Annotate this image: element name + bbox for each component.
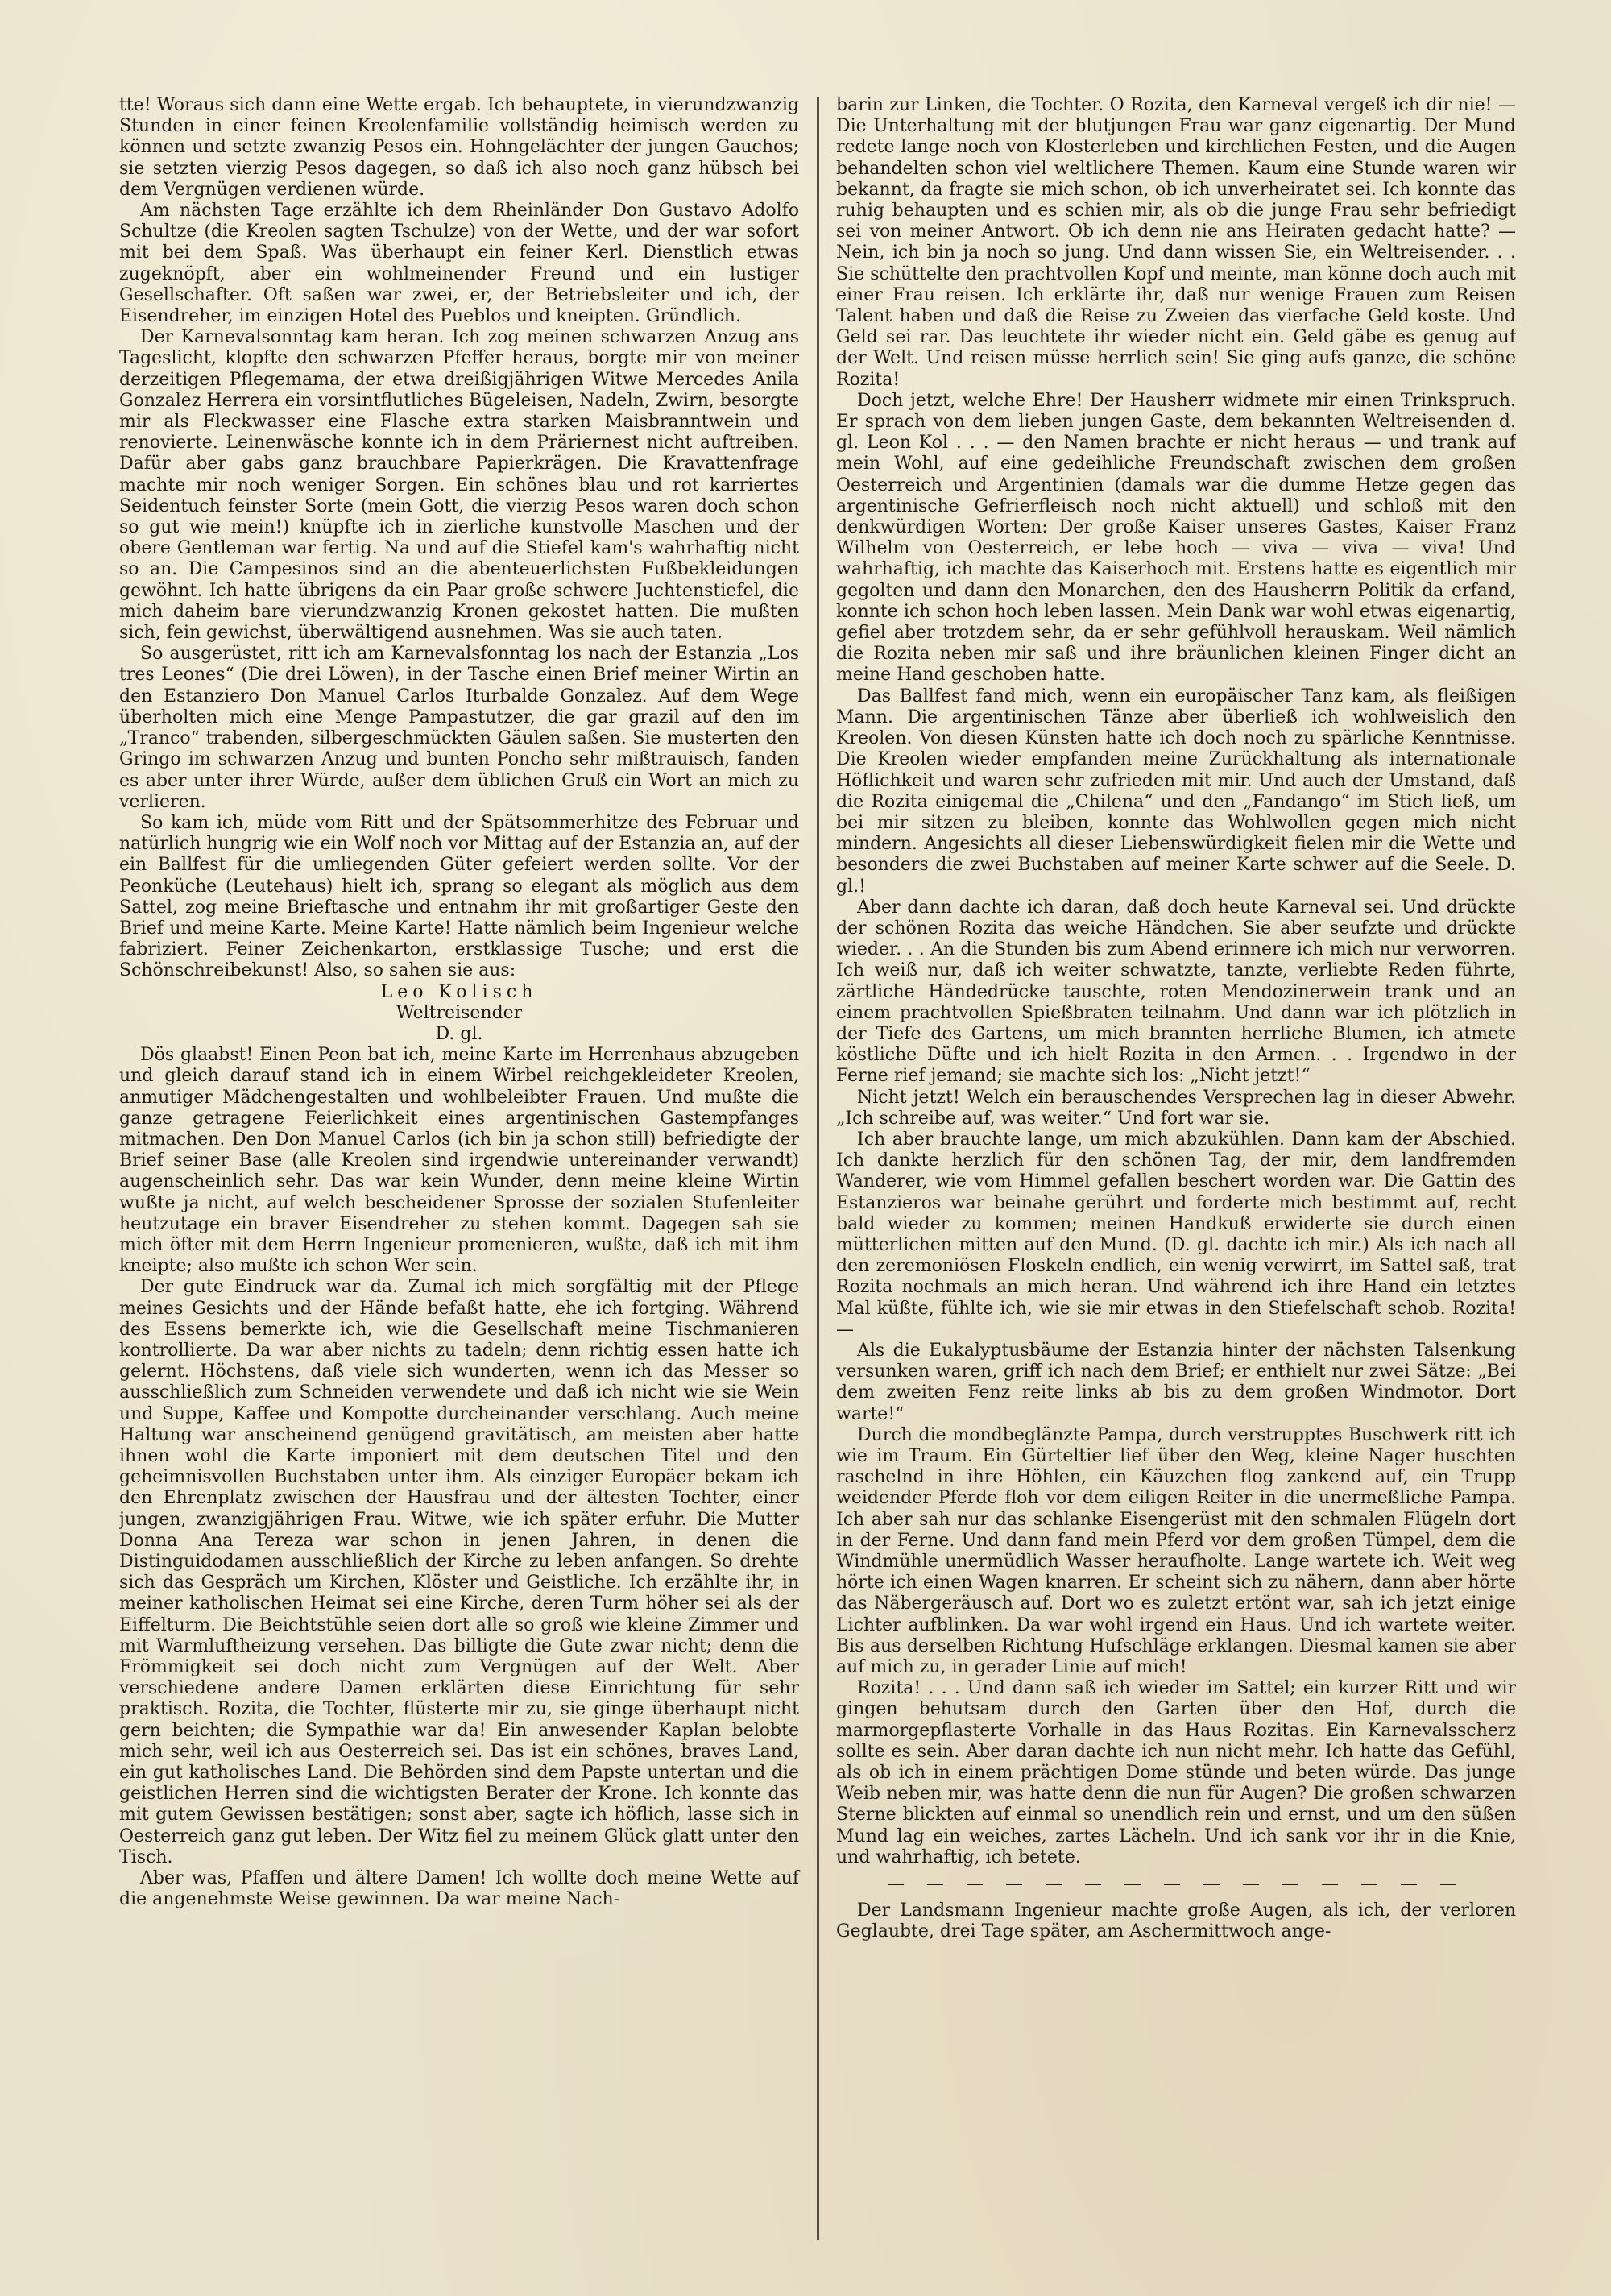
paragraph: Das Ballfest fand mich, wenn ein europäischer Tanz kam, als fleißigen Mann. Die argentinischen Tänze aber überließ ich wohlweislich den Kreolen. Von diesen Künsten hatte ich doch noch zu spärliche Kenntnisse. Die Kreolen wieder empfanden meine Zurückhaltung als internationale Höflichkeit und waren sehr zufrieden mit mir. Und auch der Umstand, daß die Rozita einigemal die „Chilena“ und den „Fandango“ im Stich ließ, um bei mir sitzen zu bleiben, konnte das Wohlwollen gegen mich nicht mindern. Angesichts all dieser Liebenswürdigkeit fielen mir die Wette und besonders die zwei Buchstaben auf meiner Karte schwer auf die Seele. D. gl.!: [836, 686, 1516, 897]
paragraph: Ich aber brauchte lange, um mich abzukühlen. Dann kam der Abschied. Ich dankte herzlich für den schönen Tag, der mir, dem landfremden Wanderer, wie vom Himmel gefallen beschert worden war. Die Gattin des Estanzieros war beinahe gerührt und forderte mich bestimmt auf, recht bald wieder zu kommen; meinen Handkuß erwiderte sie durch einen mütterlichen mitten auf den Mund. (D. gl. dachte ich mir.) Als ich nach all den zeremoniösen Floskeln endlich, ein wenig verwirrt, im Sattel saß, trat Rozita nochmals an mich heran. Und während ich ihre Hand ein letztes Mal küßte, fühlte ich, wie sie mir etwas in den Stiefelschaft schob. Rozita! —: [836, 1129, 1516, 1340]
paragraph: Nicht jetzt! Welch ein berauschendes Versprechen lag in dieser Abwehr. „Ich schreibe auf, was weiter.“ Und fort war sie.: [836, 1087, 1516, 1129]
article-columns: [119, 95, 1516, 2248]
paragraph: Als die Eukalyptusbäume der Estanzia hinter der nächsten Talsenkung versunken waren, griff ich nach dem Brief; er enthielt nur zwei Sätze: „Bei dem zweiten Fenz reite links ab bis zu dem großen Windmotor. Dort warte!“: [836, 1340, 1516, 1424]
paragraph: Der Karnevalsonntag kam heran. Ich zog meinen schwarzen Anzug ans Tageslicht, klopfte den schwarzen Pfeffer heraus, borgte mir von meiner derzeitigen Pflegemama, der etwa dreißigjährigen Witwe Mercedes Anila Gonzalez Herrera ein vorsintflutliches Bügeleisen, Nadeln, Zwirn, besorgte mir als Fleckwasser eine Flasche extra starken Maisbranntwein und renovierte. Leinenwäsche konnte ich in dem Präriernest nicht auftreiben. Dafür aber gabs ganz brauchbare Papierkrägen. Die Kravattenfrage machte mir noch weniger Sorgen. Ein schönes blau und rot karriertes Seidentuch feinster Sorte (mein Gott, die vierzig Pesos waren doch schon so gut wie mein!) knüpfte ich in zierliche kunstvolle Maschen und der obere Gentleman war fertig. Na und auf die Stiefel kam's wahrhaftig nicht so an. Die Campesinos sind an die abenteuerlichsten Fußbekleidungen gewöhnt. Ich hatte übrigens da ein Paar große schwere Juchtenstiefel, die mich daheim bare vierundzwanzig Kronen gekostet hatten. Die mußten sich, fein gewichst, überwältigend ausnehmen. Was sie auch taten.: [119, 327, 799, 644]
paragraph: Doch jetzt, welche Ehre! Der Hausherr widmete mir einen Trinkspruch. Er sprach von dem lieben jungen Gaste, dem bekannten Weltreisenden d. gl. Leon Kol . . . — den Namen brachte er nicht heraus — und trank auf mein Wohl, auf eine gedeihliche Freundschaft zwischen dem großen Oesterreich und Argentinien (damals war die dumme Hetze gegen das argentinische Gefrierfleisch noch nicht aktuell) und schloß mit den denkwürdigen Worten: Der große Kaiser unseres Gastes, Kaiser Franz Wilhelm von Oesterreich, er lebe hoch — viva — viva — viva! Und wahrhaftig, ich machte das Kaiserhoch mit. Erstens hatte es eigentlich mir gegolten und dann den Monarchen, den des Hausherrn Politik da erfand, konnte ich schon hoch leben lassen. Mein Dank war wohl etwas eigenartig, gefiel aber trotzdem sehr, da er sehr gefühlvoll herauskam. Weil nämlich die Rozita neben mir saß und ihre bräunlichen kleinen Finger dicht an meine Hand geschoben hatte.: [836, 390, 1516, 686]
left-column: [119, 95, 802, 2248]
paragraph: So ausgerüstet, ritt ich am Karnevalsfonntag los nach der Estanzia „Los tres Leones“ (Die drei Löwen), in der Tasche einen Brief meiner Wirtin an den Estanziero Don Manuel Carlos Iturbalde Gonzalez. Auf dem Wege überholten mich eine Menge Pampastutzer, die gar grazil auf den im „Tranco“ trabenden, silbergeschmückten Gäulen saßen. Sie musterten den Gringo im schwarzen Anzug und bunten Poncho sehr mißtrauisch, fanden es aber unter ihrer Würde, außer dem üblichen Gruß ein Wort an mich zu verlieren.: [119, 644, 799, 812]
paragraph: Am nächsten Tage erzählte ich dem Rheinländer Don Gustavo Adolfo Schultze (die Kreolen sagten Tschulze) von der Wette, und der war sofort mit bei dem Spaß. Was überhaupt ein feiner Kerl. Dienstlich etwas zugeknöpft, aber ein wohlmeinender Freund und ein lustiger Gesellschafter. Oft saßen war zwei, er, der Betriebsleiter und ich, der Eisendreher, im einzigen Hotel des Pueblos und kneipten. Gründlich.: [119, 201, 799, 327]
card-name: Leo Kolisch: [380, 981, 538, 1002]
paragraph: Dös glaabst! Einen Peon bat ich, meine Karte im Herrenhaus abzugeben und gleich darauf stand ich in einem Wirbel reichgekleideter Kreolen, anmutiger Mädchengestalten und wohlbeleibter Frauen. Und mußte die ganze getragene Feierlichkeit eines argentinischen Gastempfanges mitmachen. Den Don Manuel Carlos (ich bin ja schon still) befriedigte der Brief seiner Base (alle Kreolen sind irgendwie untereinander verwandt) augenscheinlich sehr. Das war kein Wunder, denn meine kleine Wirtin wußte ja nicht, auf welch bescheidener Sprosse der sozialen Stufenleiter heutzutage ein braver Eisendreher zu stehen kommt. Dagegen sah sie mich öfter mit dem Herrn Ingenieur promenieren, wußte, daß ich mit ihm kneipte; also mußte ich schon Wer sein.: [119, 1045, 799, 1277]
right-column: [833, 95, 1516, 2248]
visiting-card: [119, 982, 799, 1046]
paragraph: Aber was, Pfaffen und ältere Damen! Ich wollte doch meine Wette auf die angenehmste Weise gewinnen. Da war meine Nach-: [119, 1868, 799, 1910]
card-title: Weltreisender: [396, 1002, 523, 1023]
section-separator: — — — — — — — — — — — — — — —: [887, 1874, 1465, 1895]
paragraph: So kam ich, müde vom Ritt und der Spätsommerhitze des Februar und natürlich hungrig wie ein Wolf noch vor Mittag auf der Estanzia an, auf der ein Ballfest für die umliegenden Güter gefeiert werden sollte. Vor der Peonküche (Leutehaus) hielt ich, sprang so elegant als möglich aus dem Sattel, zog meine Brieftasche und entnahm ihr mit großartiger Geste den Brief und meine Karte. Meine Karte! Hatte nämlich beim Ingenieur welche fabriziert. Feiner Zeichenkarton, erstklassige Tusche; und erst die Schönschreibekunst! Also, so sahen sie aus:: [119, 812, 799, 981]
paragraph: Rozita! . . . Und dann saß ich wieder im Sattel; ein kurzer Ritt und wir gingen behutsam durch den Garten über den Hof, durch die marmorgepflasterte Vorhalle in das Haus Rozitas. Ein Karnevalsscherz sollte es sein. Aber daran dachte ich nun nicht mehr. Ich hatte das Gefühl, als ob ich in einem prächtigen Dome stünde und beten würde. Das junge Weib neben mir, was hatte denn die nun für Augen? Die großen schwarzen Sterne blickten auf einmal so unendlich rein und ernst, und um den süßen Mund lag ein weiches, zartes Lächeln. Und ich sank vor ihr in die Knie, und wahrhaftig, ich betete.: [836, 1678, 1516, 1867]
paragraph: tte! Woraus sich dann eine Wette ergab. Ich behauptete, in vierundzwanzig Stunden in einer feinen Kreolenfamilie vollständig heimisch werden zu können und setzte zwanzig Pesos ein. Hohngelächter der jungen Gauchos; sie setzten vierzig Pesos dagegen, so daß ich also noch ganz hübsch bei dem Vergnügen verdienen würde.: [119, 95, 799, 200]
column-divider: [817, 97, 819, 2240]
paragraph: Durch die mondbeglänzte Pampa, durch verstrupptes Buschwerk ritt ich wie im Traum. Ein Gürteltier lief über den Weg, kleine Nager huschten raschelnd in ihre Höhlen, ein Käuzchen flog zankend auf, ein Trupp weidender Pferde floh vor dem eiligen Reiter in die unermeßliche Pampa. Ich aber sah nur das schlanke Eisengerüst mit den schmalen Flügeln dort in der Ferne. Und dann fand mein Pferd vor dem großen Tümpel, dem die Windmühle unermüdlich Wasser heraufholte. Lange wartete ich. Weit weg hörte ich einen Wagen knarren. Er scheint sich zu nähern, dann aber hörte das Näbergeräusch auf. Dort wo es zuletzt ertönt war, sah ich jetzt einige Lichter aufblinken. Da war wohl irgend ein Haus. Und ich wartete weiter. Bis aus derselben Richtung Hufschläge erklangen. Diesmal kamen sie aber auf mich zu, in gerader Linie auf mich!: [836, 1424, 1516, 1678]
paragraph: barin zur Linken, die Tochter. O Rozita, den Karneval vergeß ich dir nie! — Die Unterhaltung mit der blutjungen Frau war ganz eigenartig. Der Mund redete lange noch von Klosterleben und kirchlichen Festen, und die Augen behandelten schon viel weltlichere Themen. Kaum eine Stunde waren wir bekannt, da fragte sie mich schon, ob ich unverheiratet sei. Ich konnte das ruhig behaupten und es schien mir, als ob die junge Frau sehr befriedigt sei von meiner Antwort. Ob ich denn nie ans Heiraten gedacht hatte? — Nein, ich bin ja noch so jung. Und dann wissen Sie, ein Weltreisender. . . Sie schüttelte den prachtvollen Kopf und meinte, man könne doch auch mit einer Frau reisen. Ich erklärte ihr, daß nur wenige Frauen zum Reisen Talent haben und daß die Reise zu Zweien das vierfache Geld koste. Und Geld sei rar. Das leuchtete ihr wieder nicht ein. Geld gäbe es genug auf der Welt. Und reisen müsse herrlich sein! Sie ging aufs ganze, die schöne Rozita!: [836, 95, 1516, 390]
paragraph: Aber dann dachte ich daran, daß doch heute Karneval sei. Und drückte der schönen Rozita das weiche Händchen. Sie aber seufzte und drückte wieder. . . An die Stunden bis zum Abend erinnere ich mich nur verworren. Ich weiß nur, daß ich weiter schwatzte, tanzte, verliebte Reden führte, zärtliche Händedrücke tauschte, roten Mendozinerwein trank und an einem prachtvollen Spießbraten teilnahm. Und dann war ich plötzlich in der Tiefe des Gartens, um mich brannten herrliche Blumen, ich atmete köstliche Düfte und ich hielt Rozita in den Armen. . . Irgendwo in der Ferne rief jemand; sie machte sich los: „Nicht jetzt!“: [836, 897, 1516, 1087]
card-degree: D. gl.: [435, 1023, 483, 1044]
paragraph: Der gute Eindruck war da. Zumal ich mich sorgfältig mit der Pflege meines Gesichts und der Hände befaßt hatte, ehe ich fortging. Während des Essens bemerkte ich, wie die Gesellschaft meine Tischmanieren kontrollierte. Da war aber nichts zu tadeln; denn richtig essen hatte ich gelernt. Höchstens, daß viele sich wunderten, wenn ich das Messer so ausschließlich zum Schneiden verwendete und daß ich nicht wie sie Wein und Suppe, Kaffee und Kompotte durcheinander verschlang. Auch meine Haltung war anscheinend genügend gravitätisch, am meisten aber hatte ihnen wohl die Karte imponiert mit dem deutschen Titel und den geheimnisvollen Buchstaben unter ihm. Als einziger Europäer bekam ich den Ehrenplatz zwischen der Hausfrau und der ältesten Tochter, einer jungen, zwanzigjährigen Frau. Witwe, wie ich später erfuhr. Die Mutter Donna Ana Tereza war schon in jenen Jahren, in denen die Distinguidodamen ausschließlich der Kirche zu leben anfangen. So drehte sich das Gespräch um Kirchen, Klöster und Geistliche. Ich erzählte ihr, in meiner katholischen Heimat sei eine Kirche, deren Turm höher sei als der Eiffelturm. Die Beichtstühle seien dort alle so groß wie kleine Zimmer und mit Warmluftheizung versehen. Das billigte die Gute zwar nicht; denn die Frömmigkeit sei doch nicht zum Vergnügen auf der Welt. Aber verschiedene andere Damen erklärten diese Einrichtung für sehr praktisch. Rozita, die Tochter, flüsterte mir zu, sie ginge überhaupt nicht gern beichten; die Sympathie war da! Ein anwesender Kaplan belobte mich sehr, weil ich aus Oesterreich sei. Das ist ein schönes, braves Land, ein gut katholisches Land. Die Behörden sind dem Papste untertan und die geistlichen Herren sind die wichtigsten Berater der Krone. Ich konnte das mit gutem Gewissen bestätigen; sonst aber, sagte ich höflich, lasse sich in Oesterreich ganz gut leben. Der Witz fiel zu meinem Glück glatt unter den Tisch.: [119, 1277, 799, 1867]
paragraph: Der Landsmann Ingenieur machte große Augen, als ich, der verloren Geglaubte, drei Tage später, am Aschermittwoch ange-: [836, 1900, 1516, 1942]
